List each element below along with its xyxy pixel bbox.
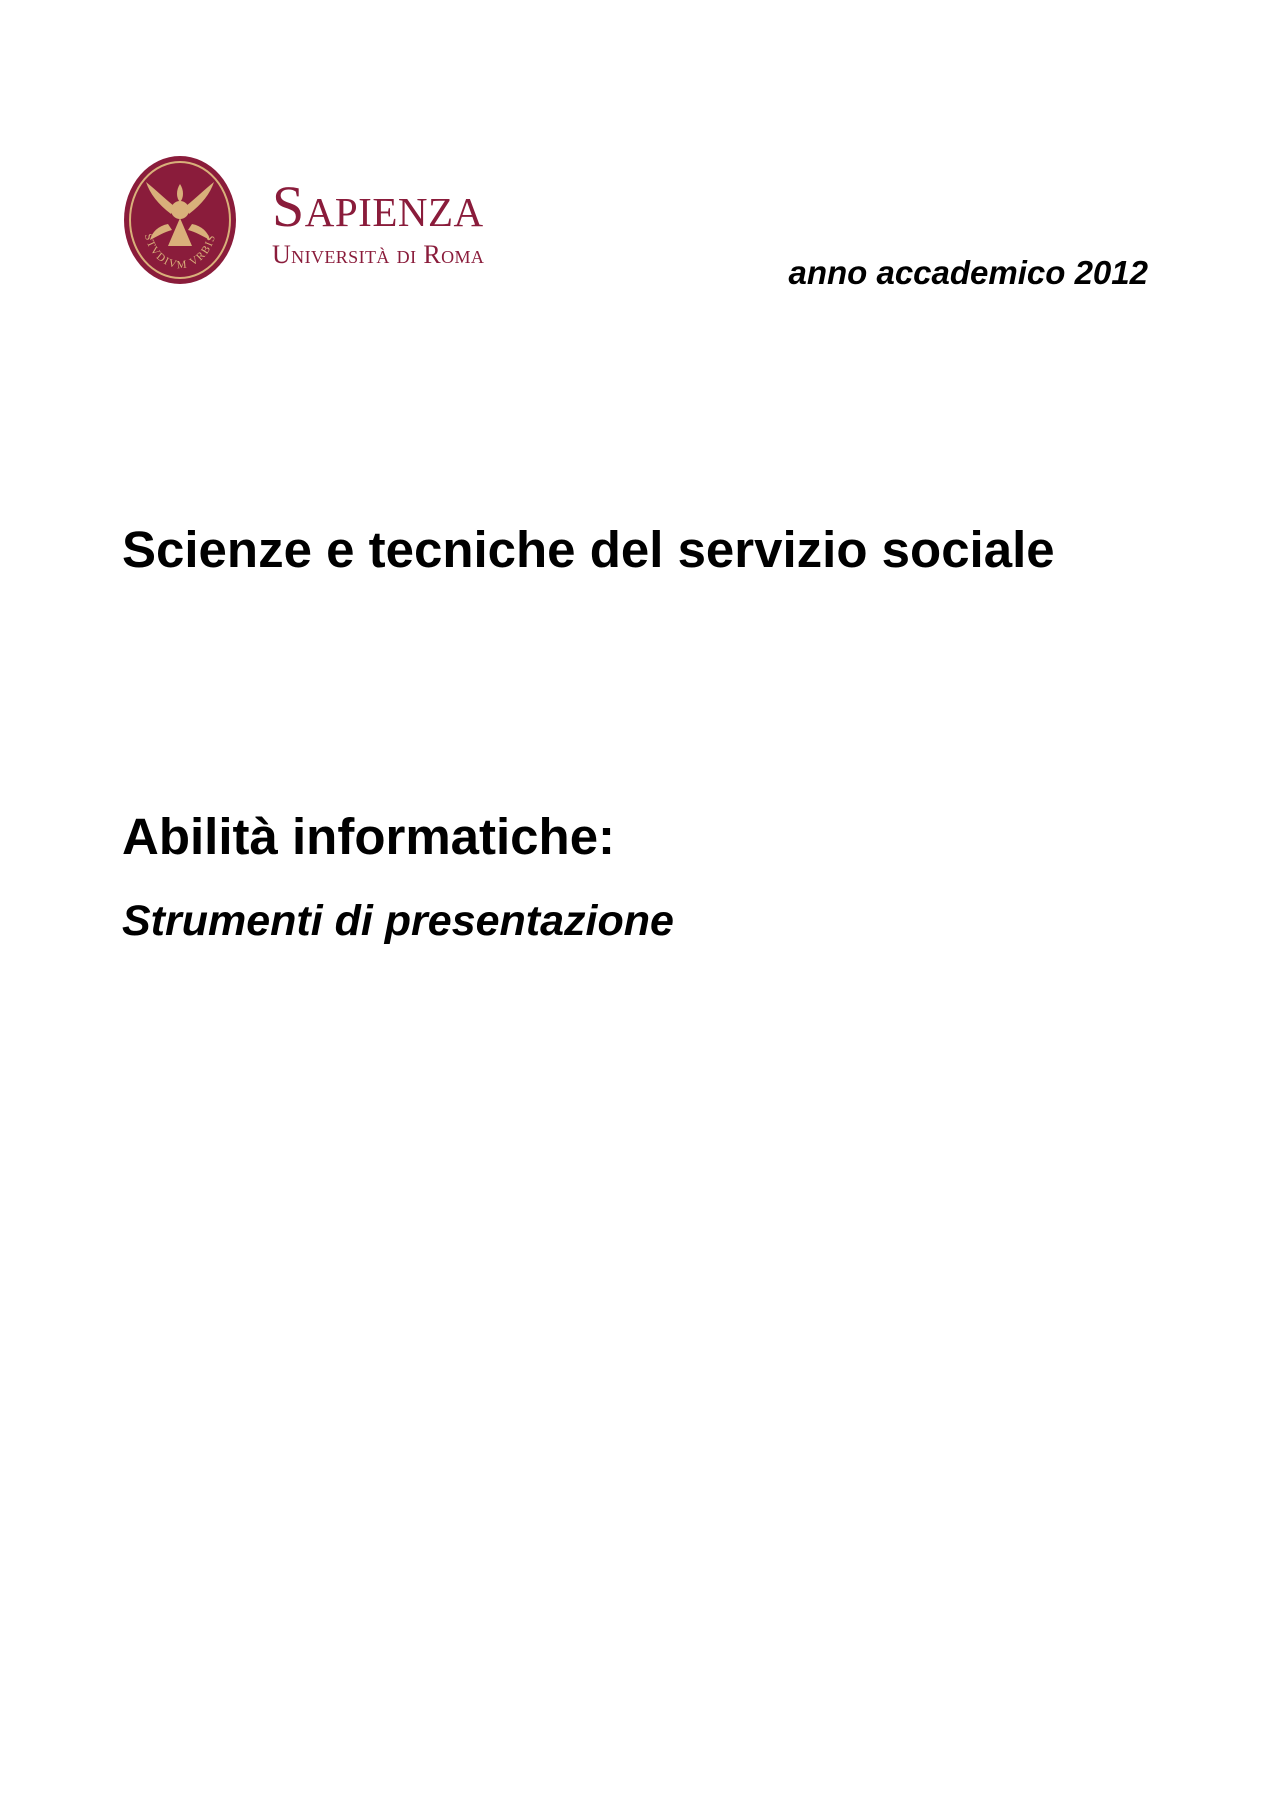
university-name — [272, 174, 484, 239]
university-name-text: Sapienza — [272, 174, 484, 239]
academic-year: anno accademico 2012 — [788, 254, 1148, 291]
university-wordmark — [272, 174, 485, 269]
university-logo — [122, 154, 682, 294]
document-header — [122, 150, 1162, 300]
university-seal-icon — [122, 154, 238, 286]
university-subtitle — [272, 242, 484, 268]
seal-motto: STVDIVM VRBIS — [141, 232, 219, 272]
course-title: Scienze e tecniche del servizio sociale — [122, 521, 1055, 578]
module-subtitle: Strumenti di presentazione — [122, 897, 674, 945]
university-subtitle-text: Università di Roma — [272, 240, 485, 269]
module-title: Abilità informatiche: — [122, 808, 616, 865]
